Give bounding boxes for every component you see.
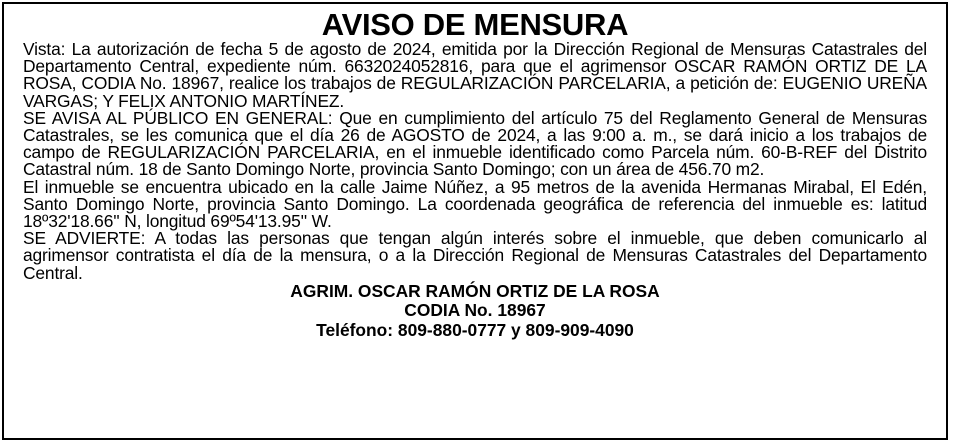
- signature-codia: CODIA No. 18967: [404, 300, 546, 321]
- signature-phone: Teléfono: 809-880-0777 y 809-909-4090: [316, 319, 634, 340]
- notice-title: AVISO DE MENSURA: [321, 7, 629, 42]
- notice-paragraph-warning: SE ADVIERTE: A todas las personas que tengan algún interés sobre el inmueble, que deben comunicarlo al agrimensor contratista el día de la mensura, o a la Dirección Regional de Mensuras Catastrales del Departamento Central.: [23, 228, 927, 283]
- notice-box: [2, 2, 948, 440]
- notice-paragraph-location: El inmueble se encuentra ubicado en la calle Jaime Núñez, a 95 metros de la avenida Hermanas Mirabal, El Edén, Santo Domingo Norte, provincia Santo Domingo. La coordenada geográfica de referencia del inmueble es: latitud 18º32'18.66'' N, longitud 69º54'13.95'' W.: [23, 176, 927, 232]
- signature-name: AGRIM. OSCAR RAMÓN ORTIZ DE LA ROSA: [290, 280, 660, 301]
- notice-paragraph-public-notice: SE AVISA AL PÚBLICO EN GENERAL: Que en cumplimiento del artículo 75 del Reglamento General de Mensuras Catastrales, se les comunica que el día 26 de AGOSTO de 2024, a las 9:00 a. m., se dará inicio a los trabajos de campo de REGULARIZACIÓN PARCELARIA, en el inmueble identificado como Parcela núm. 60-B-REF del Distrito Catastral núm. 18 de Santo Domingo Norte, provincia Santo Domingo; con un área de 456.70 m2.: [23, 107, 927, 180]
- notice-paragraph-authorization: Vista: La autorización de fecha 5 de agosto de 2024, emitida por la Dirección Regional de Mensuras Catastrales del Departamento Central, expediente núm. 6632024052816, para que el agrimensor OSCAR RAMÓN ORTIZ DE LA ROSA, CODIA No. 18967, realice los trabajos de REGULARIZACIÓN PARCELARIA, a petición de: EUGENIO UREÑA VARGAS; Y FELIX ANTONIO MARTÍNEZ.: [23, 39, 927, 111]
